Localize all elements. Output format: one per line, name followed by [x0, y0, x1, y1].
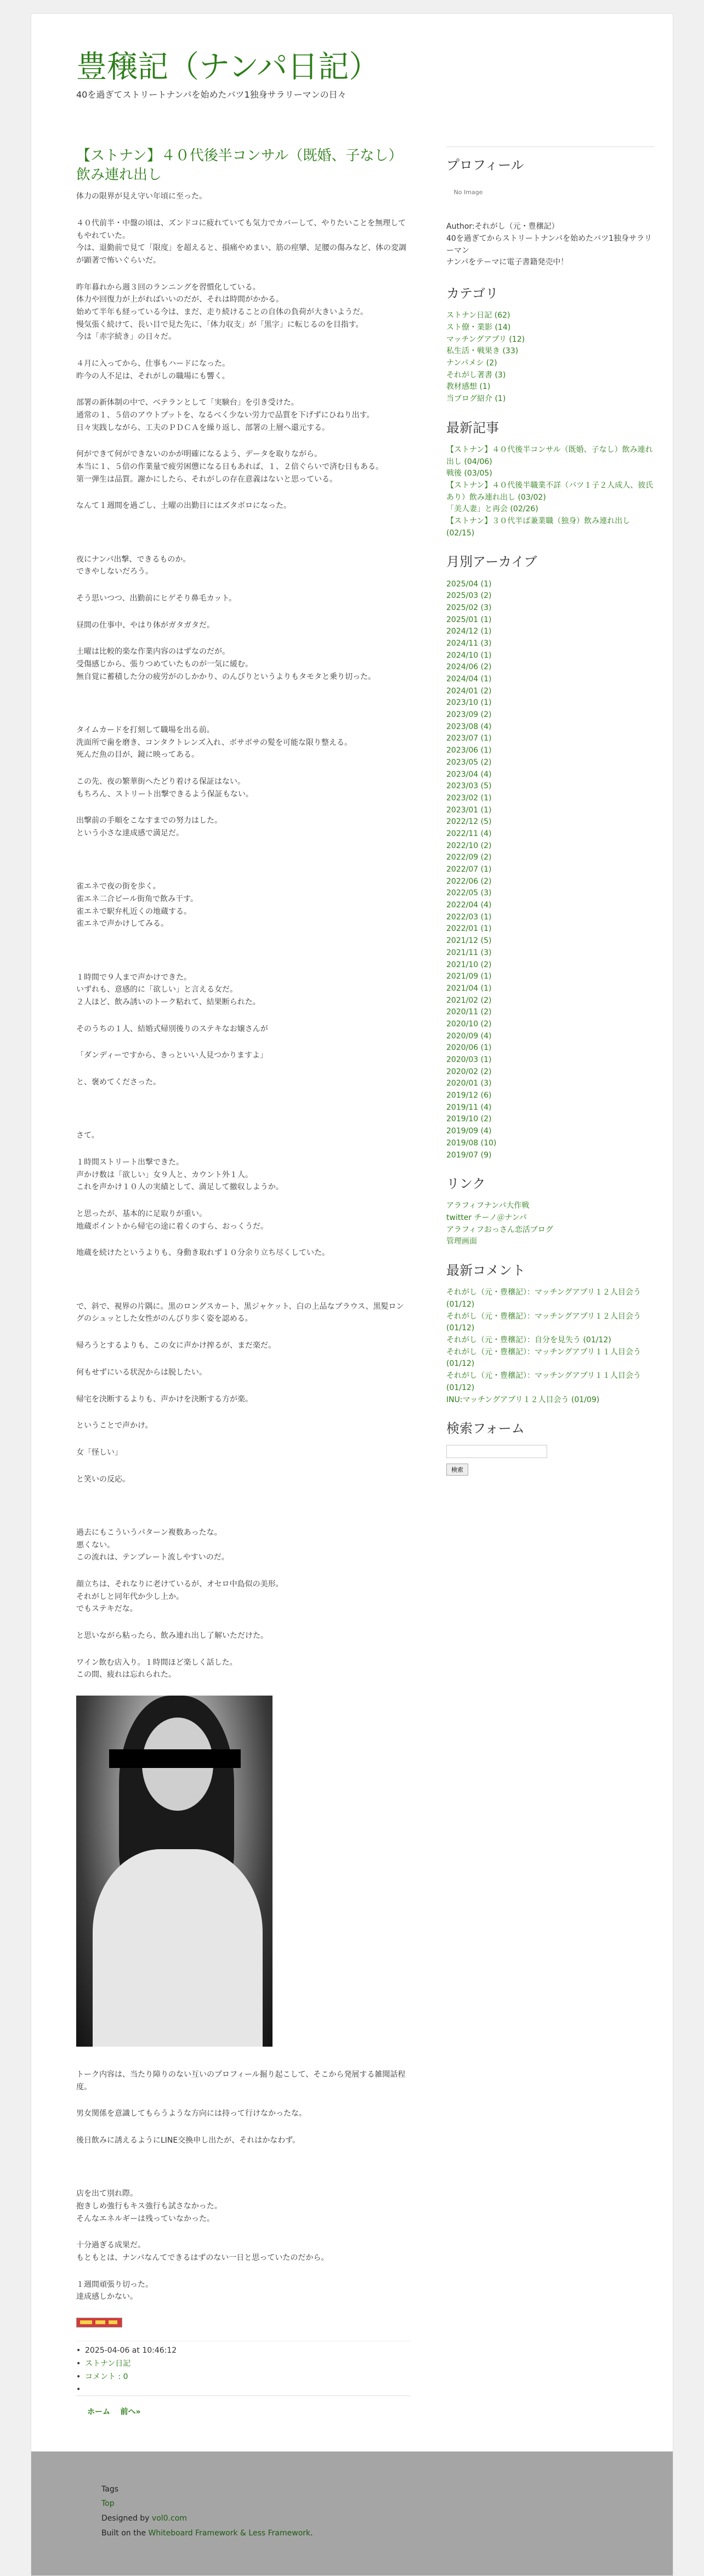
archive-item: [446, 923, 655, 935]
archive-item: [446, 697, 655, 709]
archive-item-link[interactable]: 2024/10 (1): [446, 651, 492, 660]
archive-item: [446, 1150, 655, 1162]
archive-item: [446, 793, 655, 805]
archive-item: [446, 1126, 655, 1138]
comment-item: [446, 1394, 655, 1406]
comments-heading: 最新コメント: [446, 1263, 525, 1279]
category-item: [446, 346, 655, 358]
post-body-after-photo: [76, 2069, 411, 2303]
post-paragraph: [76, 527, 411, 539]
links-heading: リンク: [446, 1176, 486, 1192]
archive-item-link[interactable]: 2024/11 (3): [446, 639, 492, 648]
link-item-link[interactable]: アラフィフナンパ大作戦: [446, 1201, 530, 1211]
archive-item-link[interactable]: 2022/05 (3): [446, 889, 492, 898]
archive-item-link[interactable]: 2022/01 (1): [446, 924, 492, 934]
post-meta: [76, 2341, 411, 2383]
post-paragraph: 過去にもこういうパターン複数あったな。 悪くない。 この流れは、テンプレート流しやすいのだ。: [76, 1528, 229, 1562]
archive-item: [446, 686, 655, 698]
comment-item: [446, 1311, 655, 1335]
category-item-link[interactable]: 私生活・戦果き (33): [446, 347, 519, 356]
category-heading: カテゴリ: [446, 285, 499, 301]
post-date-text: 2025-04-06 at 10:46:12: [85, 2346, 177, 2355]
post-paragraph: [76, 1500, 411, 1512]
banner-stripe: [95, 2320, 105, 2324]
archive-item: [446, 674, 655, 686]
archive-item-link[interactable]: 2020/10 (2): [446, 1019, 492, 1029]
archive-item: [446, 650, 655, 662]
archive-item: [446, 721, 655, 733]
post-paragraph: [76, 697, 411, 710]
main-content: [76, 146, 411, 2451]
footer-designer-link[interactable]: vol0.com: [151, 2513, 187, 2523]
category-item: [446, 358, 655, 370]
profile-heading: プロフィール: [446, 157, 524, 173]
post-paragraph: 十分過ぎる成果だ。 もともとは、ナンパなんてできるはずのない一日と思っていたのだから。: [76, 2241, 329, 2262]
category-item: [446, 370, 655, 382]
category-item: [446, 310, 655, 322]
archive-item-link[interactable]: 2022/12 (5): [446, 817, 492, 827]
post-paragraph: 「ダンディーですから、きっといい人見つかりますよ」: [76, 1051, 268, 1060]
post-paragraph: [76, 1103, 411, 1116]
comment-item-link[interactable]: それがし（元・豊穣記）：マッチングアプリ１２人目会う (01/12): [446, 1288, 641, 1309]
post-comments: [76, 2371, 411, 2384]
recent-item-link[interactable]: 【ストナン】３０代半ば兼業職（独身）飲み連れ出し (02/15): [446, 516, 631, 538]
pager-home-link[interactable]: ホーム: [87, 2408, 110, 2417]
archive-item: [446, 1031, 655, 1043]
archive-item-link[interactable]: 2024/01 (2): [446, 686, 492, 696]
post-paragraph: [76, 854, 411, 867]
archive-item-link[interactable]: 2023/05 (2): [446, 758, 492, 767]
archive-item: [446, 579, 655, 591]
post-title[interactable]: 【ストナン】４０代後半コンサル（既婚、子なし）飲み連れ出し: [76, 148, 403, 184]
archive-item-link[interactable]: 2022/07 (1): [446, 865, 492, 874]
footer-designed-text: Designed by: [101, 2513, 152, 2523]
post-paragraph: この先、夜の繁華街へたどり着ける保証はない。 もちろん、ストリート出撃できるよう保証もない。: [76, 777, 253, 799]
post-paragraph: [76, 945, 411, 957]
post-paragraph: そう思いつつ、出勤前にヒゲそり鼻毛カット。: [76, 594, 237, 603]
post-paragraph: タイムカードを打刻して職場を出る前。 洗面所で歯を磨き、コンタクトレンズ入れ、ボサボサの髪を可能な限り整える。 死んだ魚の目が、鏡に映ってある。: [76, 726, 352, 760]
archive-item: [446, 864, 655, 876]
archive-item: [446, 1066, 655, 1078]
comment-item-link[interactable]: それがし（元・豊穣記）：マッチングアプリ１１人目会う (01/12): [446, 1371, 641, 1392]
archive-item-link[interactable]: 2022/10 (2): [446, 841, 492, 850]
recent-item-link[interactable]: 【ストナン】４０代後半コンサル（既婚、子なし）飲み連れ出し (04/06): [446, 445, 653, 466]
archive-item: [446, 590, 655, 602]
archive-item: [446, 757, 655, 769]
archive-item: [446, 959, 655, 971]
post-paragraph: 夜にナンパ出撃、できるものか。 できやしないだろう。: [76, 555, 191, 577]
comment-item-link[interactable]: それがし（元・豊穣記）：マッチングアプリ１１人目会う (01/12): [446, 1347, 641, 1369]
archive-item-link[interactable]: 2023/01 (1): [446, 805, 492, 815]
post-paragraph: １時間ストリート出撃できた。 声かけ数は「欲しい」女９人と、カウント外１人。 これを声かけ１０人の実績として、満足して撤収しようか。: [76, 1158, 283, 1192]
post-paragraph: １時間で９人まで声かけできた。 いずれも、意感的に「欲しい」と言える女だ。 ２人ほど、飲み誘いのトーク粘れて、結果断られた。: [76, 973, 260, 1007]
link-item-link[interactable]: 管理画面: [446, 1237, 477, 1246]
recent-item: [446, 516, 655, 539]
category-item: [446, 334, 655, 346]
archive-item-link[interactable]: 2023/07 (1): [446, 734, 492, 743]
archive-item-link[interactable]: 2025/04 (1): [446, 579, 492, 589]
archive-item: [446, 1138, 655, 1150]
post-paragraph: 部署の新体制の中で、ベテランとして「実験台」を引き受けた。 通常の１、５倍のアウトプットを、なるべく少ない労力で品質を下げずにひねり出す。 日々実践しながら、工夫のＰＤＣＡを繰り返し、部署の上層へ還元する。: [76, 398, 374, 432]
archive-item: [446, 840, 655, 852]
recent-item-link[interactable]: 戦後 (03/05): [446, 469, 492, 478]
recent-item-link[interactable]: 【ストナン】４０代後半職業不詳（バツ１子２人成人、彼氏あり）飲み連れ出し (03/02): [446, 481, 654, 502]
search-button[interactable]: 検索: [446, 1464, 468, 1476]
archive-item-link[interactable]: 2025/02 (3): [446, 603, 492, 612]
search-form: [446, 1445, 655, 1476]
post-paragraph: ということで声かけ。: [76, 1421, 153, 1431]
archive-item-link[interactable]: 2021/11 (3): [446, 948, 492, 957]
category-item-link[interactable]: 当ブログ紹介 (1): [446, 394, 506, 403]
archive-item-link[interactable]: 2019/08 (10): [446, 1138, 497, 1148]
post-date: [76, 2345, 411, 2358]
archive-item-link[interactable]: 2023/10 (1): [446, 698, 492, 708]
archive-item-link[interactable]: 2020/09 (4): [446, 1031, 492, 1041]
archive-item-link[interactable]: 2023/03 (5): [446, 782, 492, 791]
links-list: [446, 1200, 655, 1248]
post-paragraph: と、褒めてくださった。: [76, 1078, 161, 1087]
archive-item: [446, 1090, 655, 1102]
archive-item: [446, 888, 655, 900]
page-container: [31, 13, 673, 2576]
archive-item-link[interactable]: 2019/12 (6): [446, 1091, 492, 1100]
archive-item: [446, 1042, 655, 1054]
comment-item-link[interactable]: それがし（元・豊穣記）：自分を見失う (01/12): [446, 1336, 611, 1345]
footer-framework-link[interactable]: Whiteboard Framework & Less Framework: [148, 2528, 311, 2538]
profile-text: Author:それがし（元・豊穣記） 40を過ぎてからストリートナンパを始めたバツ1独身サラリーマン ナンパをテーマに電子書籍発売中！: [446, 222, 652, 267]
archive-item-link[interactable]: 2021/04 (1): [446, 984, 492, 993]
archive-item: [446, 828, 655, 840]
search-input[interactable]: [446, 1445, 547, 1458]
archive-item: [446, 876, 655, 888]
link-item: [446, 1200, 655, 1212]
post-paragraph: 顔立ちは、それなりに老けているが、オセロ中島似の美形。 それがしと同年代か少し上か。 でもステキだな。: [76, 1579, 283, 1614]
post-paragraph: と笑いの反応。: [76, 1475, 130, 1484]
archive-item: [446, 614, 655, 626]
archive-item: [446, 602, 655, 614]
comment-item: [446, 1287, 655, 1310]
post-paragraph: なんて１週間を過ごし、土曜の出勤日にはズタボロになった。: [76, 501, 291, 511]
archive-item-link[interactable]: 2022/06 (2): [446, 877, 492, 886]
archive-item: [446, 1054, 655, 1066]
post-paragraph: 土曜は比較的楽な作業内容のはずなのだが。 受傷感じから、張りつめていたものが一気に緩む。 無自覚に蓄積した分の疲労がのしかかり、のんびりというよりもタモタと乗り切った。: [76, 647, 376, 681]
archive-item: [446, 947, 655, 959]
footer-built: [101, 2526, 673, 2541]
post-paragraph: で、斜で、視界の片隅に。黒のロングスカート、黒ジャケット、白の上品なブラウス、黒髪ロングのシュッとした女性がのんびり歩く姿を認める。: [76, 1302, 404, 1324]
post-comments-link[interactable]: コメント : 0: [85, 2372, 128, 2381]
archive-item-link[interactable]: 2021/09 (1): [446, 972, 492, 981]
category-item-link[interactable]: 教材感想 (1): [446, 382, 491, 392]
archive-item: [446, 852, 655, 864]
photo-censor-bar: [109, 1749, 241, 1768]
archive-item-link[interactable]: 2023/08 (4): [446, 722, 492, 731]
archive-item-link[interactable]: 2023/04 (4): [446, 770, 492, 779]
link-item: [446, 1224, 655, 1236]
recent-list: [446, 444, 655, 540]
footer-designed: [101, 2511, 673, 2526]
category-item: [446, 381, 655, 393]
post-paragraph: [76, 2161, 411, 2174]
archive-item-link[interactable]: 2023/06 (1): [446, 746, 492, 755]
post-paragraph: 男女関係を意識してもらうような方向には持って行けなかったな。: [76, 2109, 306, 2119]
link-item: [446, 1212, 655, 1224]
archive-item-link[interactable]: 2023/09 (2): [446, 710, 492, 720]
ranking-banner-icon[interactable]: [76, 2318, 122, 2328]
recent-item: [446, 468, 655, 480]
comment-item-link[interactable]: INU:マッチングアプリ１２人目会う (01/09): [446, 1395, 600, 1404]
post-paragraph: ４０代前半・中盤の頃は、ズンドコに疲れていても気力でカバーして、やりたいことを無理してもやれていた。 今は、退勤前で見て「限度」を超えると、損痛やめまい、筋の痙攣、足腰の傷みなど、体の変調が顕著で怖いぐらいだ。: [76, 218, 406, 265]
archive-item-link[interactable]: 2019/11 (4): [446, 1103, 492, 1112]
archive-item-link[interactable]: 2024/12 (1): [446, 627, 492, 636]
archive-item: [446, 983, 655, 995]
archive-item: [446, 1007, 655, 1019]
comment-item: [446, 1347, 655, 1370]
archive-item-link[interactable]: 2020/02 (2): [446, 1067, 492, 1076]
archive-item: [446, 805, 655, 817]
photo-body-shape: [93, 1849, 263, 2047]
archive-item: [446, 971, 655, 983]
site-header: [31, 14, 673, 100]
category-item: [446, 393, 655, 405]
link-item-link[interactable]: twitter チーノ＠ナンパ: [446, 1213, 527, 1223]
category-item-link[interactable]: ナンパメシ (2): [446, 358, 497, 368]
post-paragraph: [76, 1274, 411, 1286]
archive-item: [446, 1078, 655, 1090]
archive-item-link[interactable]: 2025/01 (1): [446, 615, 492, 624]
archive-item: [446, 733, 655, 745]
banner-stripe: [80, 2320, 92, 2324]
archive-item-link[interactable]: 2025/03 (2): [446, 591, 492, 601]
post-paragraph: 後日飲みに誘えるようにLINE交換申し出たが、それはかなわず。: [76, 2136, 300, 2145]
archive-item-link[interactable]: 2021/02 (2): [446, 996, 492, 1005]
archive-item-link[interactable]: 2019/07 (9): [446, 1150, 492, 1160]
archive-item-link[interactable]: 2021/12 (5): [446, 936, 492, 946]
recent-heading: 最新記事: [446, 420, 499, 436]
post-paragraph: 帰宅を決断するよりも、声かけを決断する方が楽。: [76, 1394, 253, 1404]
post-paragraph: そのうちの１人、結婚式帰別後りのステキなお嬢さんが: [76, 1024, 268, 1033]
category-list: [446, 310, 655, 405]
comment-item: [446, 1335, 655, 1347]
post-paragraph: 何もせずにいる状況からは脱したい。: [76, 1368, 207, 1377]
archive-item-link[interactable]: 2022/11 (4): [446, 829, 492, 838]
archive-item: [446, 900, 655, 912]
post-category: [76, 2358, 411, 2371]
archive-item-link[interactable]: 2021/10 (2): [446, 960, 492, 969]
archive-item: [446, 781, 655, 793]
post-paragraph: 帰ろうとするよりも、この女に声かけ搾るが、まだ楽だ。: [76, 1341, 276, 1351]
archive-item: [446, 709, 655, 721]
comment-item-link[interactable]: それがし（元・豊穣記）：マッチングアプリ１２人目会う (01/12): [446, 1312, 641, 1333]
footer-tags: Tags: [101, 2484, 118, 2494]
footer-built-suffix: .: [310, 2528, 313, 2538]
archive-item: [446, 935, 655, 947]
archive-item-link[interactable]: 2022/04 (4): [446, 901, 492, 910]
category-item-link[interactable]: スト僚・業影 (14): [446, 323, 511, 332]
profile-avatar: No Image: [453, 189, 483, 196]
post-photo: [76, 1696, 272, 2047]
post-paragraph: ワイン飲む店入り。１時間ほど楽しく話した。 この間、疲れは忘れられた。: [76, 1658, 237, 1680]
archive-item: [446, 638, 655, 650]
post-paragraph: と思いながら粘ったら、飲み連れ出し了解いただけた。: [76, 1631, 268, 1640]
category-item: [446, 322, 655, 334]
archive-item: [446, 769, 655, 781]
footer-built-text: Built on the: [101, 2528, 149, 2538]
archive-item-link[interactable]: 2019/10 (2): [446, 1115, 492, 1124]
post-paragraph: ４月に入ってから、仕事もハードになった。 昨今の人不足は、それがしの職場にも響く。: [76, 359, 230, 381]
archive-item-link[interactable]: 2022/03 (1): [446, 912, 492, 922]
archive-item-link[interactable]: 2022/09 (2): [446, 853, 492, 862]
post-paragraph: 昨年暮れから週３回のランニングを習慣化している。 体力や回復力が上がればいいのだが、それは時間がかかる。 始めて半年も経っている今は、まだ、走り続けることの自体の負荷が大きいようだ。 慢気張く続けて、長い目で見た先に、「体力収支」が「黒字」に転じるのを目指す。 今は「赤字続き」の日々だ。: [76, 283, 368, 342]
recent-item: [446, 504, 655, 516]
archive-item: [446, 1114, 655, 1126]
sidebar: [446, 146, 655, 2451]
archive-item: [446, 1019, 655, 1031]
archive-item-link[interactable]: 2020/03 (1): [446, 1055, 492, 1064]
archive-list: [446, 579, 655, 1162]
link-item: [446, 1236, 655, 1248]
post-paragraph: トーク内容は、当たり障りのない互いのプロフィール掘り起こして、そこから発展する雑聞話程度。: [76, 2070, 406, 2092]
category-item-link[interactable]: ストナン日記 (62): [446, 311, 510, 320]
pager-prev-link[interactable]: 前へ»: [120, 2408, 141, 2417]
recent-item: [446, 480, 655, 504]
archive-item: [446, 626, 655, 638]
post-body-before-photo: [76, 190, 411, 1681]
recent-item: [446, 444, 655, 468]
archive-item: [446, 745, 655, 757]
site-description: 40を過ぎてストリートナンパを始めたバツ1独身サラリーマンの日々: [76, 89, 347, 100]
banner-stripe: [109, 2320, 117, 2324]
archive-item-link[interactable]: 2023/02 (1): [446, 793, 492, 803]
archive-heading: 月別アーカイブ: [446, 554, 537, 570]
post-paragraph: 何ができて何ができないのかが明確になるよう、データを取りながら。 本当に１、５倍の作業量で疲労困憊になる日もあれば、１、２倍ぐらいで済む日もある。 第一弾生は品質。謝かにしたら、それがしの存在意義はないと思っている。: [76, 450, 383, 484]
comments-list: [446, 1287, 655, 1406]
recent-item-link[interactable]: 「美人妻」と再会 (02/26): [446, 505, 538, 514]
archive-item-link[interactable]: 2024/04 (1): [446, 675, 492, 683]
archive-item-link[interactable]: 2020/11 (2): [446, 1008, 492, 1017]
footer: [31, 2451, 673, 2575]
post-paragraph: 地蔵を続けたというよりも、身動き取れず１０分余り立ち尽くしていた。: [76, 1249, 330, 1258]
post-category-link[interactable]: ストナン日記: [85, 2359, 131, 2368]
post-paragraph: 昼間の仕事中、やはり体がガタガタだ。: [76, 620, 214, 630]
archive-item-link[interactable]: 2020/06 (1): [446, 1043, 492, 1053]
link-item-link[interactable]: アラフィフおっさん恋活ブログ: [446, 1225, 553, 1234]
content-columns: [31, 100, 673, 2451]
post-paragraph: 体力の限界が見え守い年頃に至った。: [76, 192, 207, 201]
archive-item: [446, 1102, 655, 1114]
site-title-link[interactable]: 豊穣記（ナンパ日記）: [76, 49, 380, 85]
archive-item: [446, 912, 655, 924]
post-paragraph: 出撃前の手順をこなすまでの努力はした。 という小さな達成感で満足だ。: [76, 816, 222, 838]
archive-item-link[interactable]: 2020/01 (3): [446, 1079, 492, 1088]
pager: [76, 2396, 411, 2451]
post-paragraph: 雀エネで夜の街を歩く。 雀エネ二合ビール街角で飲み干す。 雀エネで駅弁札近くの地蔵する。 雀エネで声かけしてみる。: [76, 882, 198, 929]
archive-item: [446, 995, 655, 1007]
post-paragraph: さて。: [76, 1131, 99, 1140]
comment-item: [446, 1370, 655, 1394]
archive-item-link[interactable]: 2019/09 (4): [446, 1127, 492, 1136]
archive-item-link[interactable]: 2024/06 (2): [446, 663, 492, 672]
post-paragraph: と思ったが、基本的に足取りが重い。 地蔵ポイントから帰宅の途に着くのすら、おっくうだ。: [76, 1210, 268, 1231]
post-paragraph: １週間頑張り切った。 達成感しかない。: [76, 2280, 153, 2302]
post-paragraph: 女「怪しい」: [76, 1448, 122, 1457]
post-paragraph: 店を出て別れ際。 抱きしめ強行もキス強行も試さなかった。 そんなエネルギーは残っていなかった。: [76, 2189, 222, 2223]
archive-item: [446, 662, 655, 674]
footer-top-link[interactable]: Top: [101, 2499, 115, 2509]
search-heading: 検索フォーム: [446, 1421, 525, 1437]
category-item-link[interactable]: それがし著書 (3): [446, 370, 506, 380]
category-item-link[interactable]: マッチングアプリ (12): [446, 335, 525, 344]
archive-item: [446, 816, 655, 828]
